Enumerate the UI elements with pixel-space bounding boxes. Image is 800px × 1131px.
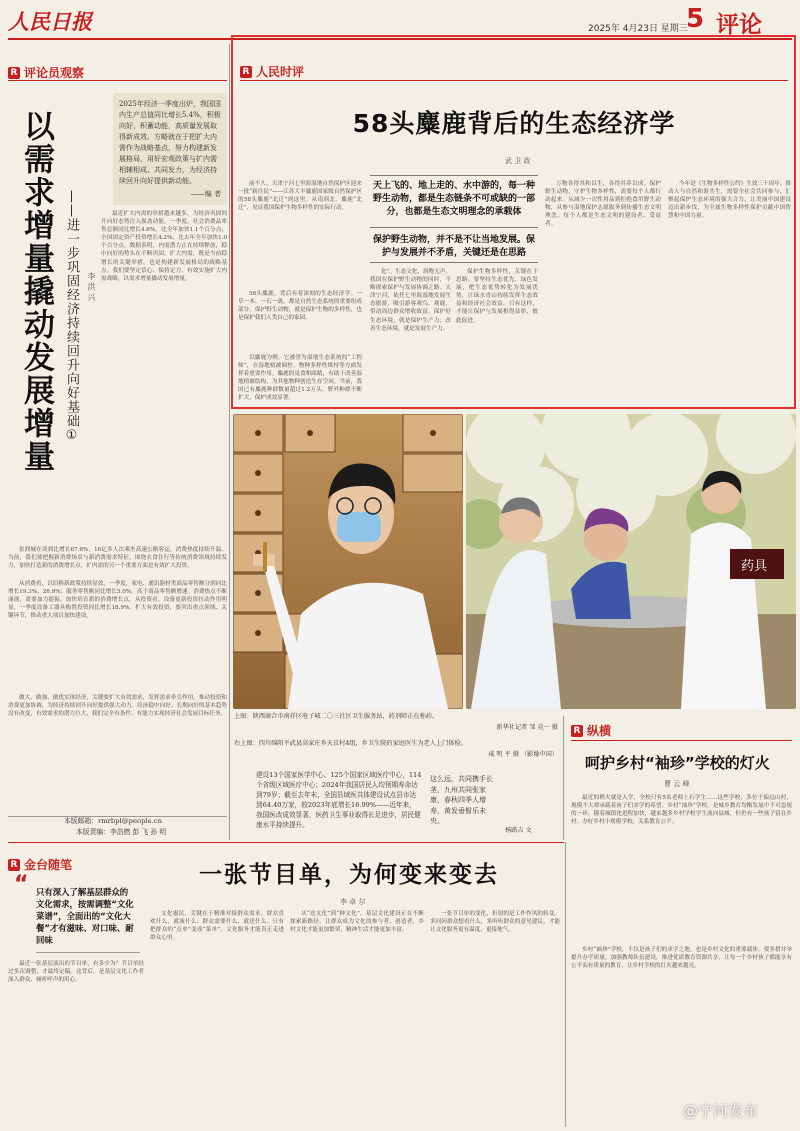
- feature-title: 58头麋鹿背后的生态经济学: [352, 109, 676, 138]
- feature-body-2: 58头麋鹿，背后有着深刻的生态经济学。一草一木、一石一禽，都是自然生态系统的重要组成部分。保护野生动物，就是保护生物的多样性，也是保护我们人类自己的家园。: [238, 291, 362, 322]
- feature-pullquote-1: 天上飞的、地上走的、水中游的，每一种野生动物，都是生态链条不可或缺的一部分，也都是生态文明理念的承载体: [372, 181, 535, 217]
- left-body-d: 做大、做强、做优实体经济，关键要扩大有效需求，发挥需求牵引作用。推动投资和消费更加协调，为经济持续回升向好提供强大动力。经济稳中向好、长期向好的基本趋势没有改变，有效需求的潜力巨大，我们完全有条件、有能力实现经济社会发展目标任务。: [8, 695, 227, 718]
- bottom-body-1: 最近一张基层演出的节目单，有多少为？节目单经过多次调整，才最终定稿。这背后，是基层文化工作者深入群众、倾听呼声的用心。: [8, 961, 144, 984]
- photo-caption-1: 上图：陕西商合市南祥区电子城二〇三社区卫生服务站，药剂师正在称药。: [234, 713, 439, 720]
- photo-credit-1: 新华社记者 邹 竞一 摄: [496, 724, 558, 731]
- editor-email: 本版邮箱：rmrbpl@people.cn: [64, 817, 162, 825]
- bottom-body-3: 从“送文化”到“种文化”，基层文化建设正在不断探索新路径。让群众成为文化的参与者、创造者，乡村文化才能更加繁荣，精神生活才能更加丰富。: [290, 911, 424, 934]
- info-poem-author: 杨路吉 文: [505, 827, 532, 834]
- newspaper-logo: 人民日报: [8, 9, 92, 34]
- feature-body-5: 保护生物多样性，关键在于思路。要坚持生态优先、绿色发展，把生态优势转化为发展优势，让绿水青山持续发挥生态效益和经济社会效益。只有这样，才能让保护与发展相得益彰、彼此促进。: [456, 269, 538, 324]
- watermark-text: @宁河发布: [683, 1102, 759, 1120]
- info-data-box: 建设13个国家医学中心、125个国家区域医疗中心，114个省级区域医疗中心；2024年我国居民人均预期寿命达到79岁；截至去年末，全国县域医共体建设试点县市达到64.40万家，较2023年底增长16.99%——近年来，我国医改成效显著，医药卫生事业取得长足进步，居民健康水平持续提升。: [256, 771, 422, 829]
- r-badge-icon: R: [571, 725, 583, 737]
- bottom-body-2: 文化惠民，关键在于精准对接群众需求。群众喜欢什么，就演什么；群众需要什么，就送什么。只有把群众的“点单”变成“菜单”，文化服务才能真正走进群众心里。: [150, 911, 284, 942]
- r-badge-icon: R: [8, 859, 20, 871]
- feature-author: 武 卫 政: [505, 157, 531, 165]
- bottom-author: 李 卓 尔: [340, 898, 366, 906]
- feature-body-7: 今年是《生物多样性公约》生效三十周年。推动人与自然和谐共生，需要全社会共同参与，汇聚起保护生态环境的强大合力，让美丽中国建设迈出新步伐，为全球生物多样性保护贡献中国智慧和中国力量。: [668, 181, 791, 220]
- section-label-commentator: R 评论员观察: [8, 64, 84, 81]
- photo-home-checkup: [466, 414, 796, 709]
- bottom-title: 一张节目单，为何变来变去: [199, 862, 499, 888]
- shop-sign: 药具: [741, 559, 768, 574]
- bottom-section-rule: [8, 842, 564, 843]
- left-body-a: 最近扩大内需的举措越来越多，为经济巩固回升向好态势注入强劲动能。一季度，社会消费品零售总额同比增长4.6%，比全年加快1.1个百分点；全国固定资产投资增长4.2%，比去年全年加快1.0个百分点。数据表明，内需潜力正在持续释放，稳中向好的势头在不断巩固。扩大内需，既是当前稳增长的关键举措，也是构建新发展格局的战略基点。我们要坚定信心、保持定力，有效实施扩大内需战略，以需求增量撬动发展增量。: [101, 211, 227, 282]
- right-title: 呵护乡村“袖珍”学校的灯火: [585, 754, 770, 772]
- page-name: 评论: [716, 12, 762, 38]
- feature-rule: [240, 80, 788, 81]
- info-poem: 这么远，共同携手长茎，九州共同张家康，春秋四季人增寿，黄发垂髫乐未央。: [430, 775, 493, 825]
- right-author: 曹 云 峰: [664, 780, 690, 788]
- photo-credit-2: 咸 明 平 摄 （影像中国）: [488, 751, 558, 758]
- editor-credits: 本版责编：李浩燃 彭 飞 孙 明: [76, 828, 167, 836]
- right-body-1: 最近的稍夫就是入学，全校只有5名老师上石学生……这些学校，多位于偏远山村，规模不大却承载着孩子们求学的希望。乡村“袖珍”学校，是城乡教育均衡发展中不可忽视的一环。随着城镇化进程加快，越来越多乡村学校学生流向县城，但仍有一些孩子留在乡村。办好乡村小规模学校，关系教育公平。: [571, 795, 792, 826]
- lead-text: 2025年经济一季度出炉，我国国内生产总值同比增长5.4%，积极向好，积蓄动能，高质量发展取得新成效。方略就在于把扩大内需作为战略基点，努力构建新发展格局，用好宏观政策与扩内需相辅相成、共同发力，为经济持续回升向好提供新动能。: [119, 100, 221, 185]
- section-label-perspective: R 纵横: [571, 722, 611, 739]
- feature-body-4: 化”。生态文化，润物无声。我国在保护野生动物的同时，不断探索保护与发展协调之路。天津宁河，依托七里海湿地发展生态旅游，吸引游客观鸟、观鹿，带动周边群众增收致富。保护好生态环境，就是保护生产力；改善生态环境，就是发展生产力。: [370, 269, 451, 332]
- feature-body-3: 以麋鹿为例。它被誉为湿地生态系统的“工程师”，在湿地植被调控、物种多样性维持等方面发挥着重要作用。麋鹿的觅食和踩踏，有助于改善湿地植被结构，为其他物种创造生存空间。当前，我国已有麋鹿种群数量超过1.2万头，野外种群不断扩大，保护成效显著。: [238, 355, 362, 402]
- left-body-c: 从消费看，以旧换新政策持续显效，一季度，家电、通讯器材类商品零售额分别同比增长19.3%、26.9%；服务零售额同比增长5.0%，高于商品零售额增速。消费热点不断涌现，需要加力提振，加快培育新的消费增长点。从投资看，设备更新投资拉动作用明显，一季度设备工器具购置投资同比增长18.9%。扩大有效投资，要突出重点领域、关键环节，推动重大项目加快建设。: [8, 581, 227, 620]
- column-divider-bottom: [565, 842, 566, 1127]
- feature-body-1: 前不久，天津宁河七里海湿地自然保护区迎来一批“新住民”——江苏大丰麋鹿国家级自然保护区的58头麋鹿“北迁”到这里。从南到北，麋鹿“北迁”，见证我国保护生物多样性的实际行动。: [238, 181, 362, 212]
- section-rule: [8, 80, 227, 81]
- bottom-pullquote: 只有深入了解基层群众的文化需求，按需调整“文化菜谱”，全面出的“文化大餐”才有滋味、对口味、耐回味: [36, 887, 134, 945]
- left-author: 李 洪 兴: [87, 272, 96, 302]
- r-badge-icon: R: [240, 66, 252, 78]
- column-divider-mid: [563, 716, 564, 840]
- left-headline: 以需求增量撬动发展增量: [18, 110, 54, 473]
- quote-open-icon: “: [14, 872, 29, 897]
- section-label-people-review: R 人民时评: [240, 63, 304, 80]
- feature-body-6: 万物各得其和以生，各得其养以成。保护野生动物，守护生物多样性，需要每个人都行动起来。从减少一次性用品到拒绝食用野生动物，从参与湿地保护志愿服务到传播生态文明理念，每个人都是生态文明的建设者、受益者。: [545, 181, 661, 228]
- bottom-body-4: 一张节目单的变化，折射的是工作作风的转变。多问问群众想看什么，多听听群众的意见建议，才能让文化服务更有温度、更接地气。: [430, 911, 560, 934]
- pullquote-rule-top: [370, 175, 538, 176]
- page-number: 5: [686, 4, 705, 34]
- pullquote-rule-mid: [370, 227, 538, 228]
- lead-signature: ——编 者: [190, 190, 221, 198]
- section-label-jintai: R 金台随笔: [8, 856, 72, 873]
- right-body-2: 乡村“袖珍”学校，不仅是孩子们的求学之地，也是乡村文化的重要载体。要多措并举提升办学质量，加强教师队伍建设，推进优质教育资源共享，让每一个乡村孩子都能享有公平而有质量的教育，让乡村学校的灯火越来越亮。: [571, 947, 792, 970]
- photo-pharmacist: [233, 414, 463, 709]
- right-rule: [571, 740, 792, 741]
- pullquote-rule-bottom: [370, 262, 538, 263]
- issue-date: 2025年 4月23日 星期三: [588, 24, 688, 34]
- photo-caption-2: 右上图：四川绵阳平武县高家庄乡天京村4组，乡卫生院的家庭医生为老人上门体检。: [234, 740, 467, 747]
- lead-box: [113, 93, 227, 205]
- left-subtitle: ——进一步巩固经济持续回升向好基础①: [64, 190, 79, 444]
- left-body-b: 张润城在谈到比增长67.6%，16亿多人次乘坐高速公路客运，消费热度持续升温。当前，我们要把握新消费场景与新消费需求特征，围绕衣食住行等传统消费领域持续发力，加快打造新的消费增长点。扩内需的另一个重要方面是有效扩大投资。: [8, 547, 227, 570]
- r-badge-icon: R: [8, 67, 20, 79]
- masthead: [0, 0, 800, 40]
- pullquote-underline: [36, 952, 140, 953]
- feature-pullquote-2: 保护野生动物，并不是不让当地发展。保护与发展并不矛盾，关键还是在思路: [372, 235, 535, 258]
- column-divider-left: [229, 44, 230, 840]
